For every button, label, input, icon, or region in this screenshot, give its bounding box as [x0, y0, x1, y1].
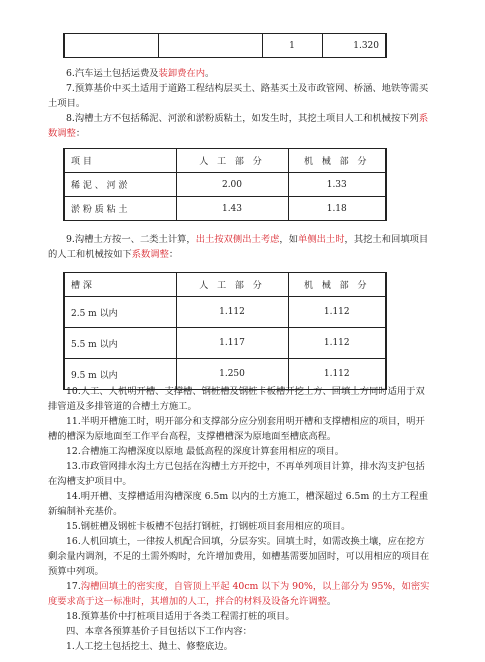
- table-row: [64, 34, 386, 58]
- adjustment-table-1: [63, 148, 387, 221]
- table-cell: 1.112: [288, 328, 386, 359]
- table-cell: 1.117: [176, 328, 288, 359]
- column-header: 人 工 部 分: [176, 149, 288, 173]
- table-cell: 淤 粉 质 粘 土: [64, 197, 176, 221]
- table-row: [64, 197, 386, 221]
- adjustment-table-2: [63, 272, 387, 390]
- table-row: [64, 173, 386, 197]
- table-header-row: [64, 273, 386, 297]
- table-cell: [64, 34, 158, 58]
- table-cell: 1.320: [322, 34, 386, 58]
- table-cell: 9.5 m 以内: [64, 359, 176, 390]
- table-cell: 1.43: [176, 197, 288, 221]
- table-cell: 1: [262, 34, 322, 58]
- table-cell: 1.250: [176, 359, 288, 390]
- table-cell: 5.5 m 以内: [64, 328, 176, 359]
- column-header: 槽 深: [64, 273, 176, 297]
- table-cell: 1.33: [288, 173, 386, 197]
- paragraph-17: 17.沟槽回填土的密实度，自管顶上平起 40cm 以下为 90%，以上部分为 95%，如密实度要求高于这一标准时，其增加的人工，拌合的材料及设备允许调整。: [48, 581, 430, 607]
- paragraph-8: 8.沟槽土方不包括稀泥、河淤和淤粉质粘土，如发生时，其挖土项目人工和机械按下列系数调整：: [48, 113, 429, 139]
- paragraph-12: 12.合槽施工沟槽深度以原地 最低高程的深度计算套用相应的项目。: [66, 446, 345, 457]
- column-header: 机 械 部 分: [288, 149, 386, 173]
- paragraph-18: 18.预算基价中打桩项目适用于各类工程需打桩的项目。: [66, 611, 295, 622]
- paragraph-11: 11.半明开槽施工时，明开部分和支撑部分应分别套用明开槽和支撑槽相应的项目，明开槽的槽深为原地面至工作平台高程，支撑槽槽深为原地面至槽底高程。: [48, 416, 425, 442]
- paragraph-6: 6.汽车运土包括运费及装卸费在内。: [66, 68, 215, 79]
- table-header-row: [64, 149, 386, 173]
- paragraph-10: 10.人工、人机明开槽、支撑槽、钢桩槽及钢桩卡板槽开挖土方、回填土方同时适用于双排管道及多排管道的合槽土方施工。: [48, 386, 425, 412]
- paragraph-7: 7.预算基价中买土适用于道路工程结构层买土、路基买土及市政管网、桥涵、地铁等需买土项目。: [48, 83, 429, 109]
- table-row: [64, 297, 386, 328]
- paragraph-15: 15.钢桩槽及钢桩卡板槽不包括打钢桩，打钢桩项目套用相应的项目。: [66, 521, 351, 532]
- paragraph-16: 16.人机回填土，一律按人机配合回填，分层夯实。回填土时，如需改换土壤，应在挖方剩余量内调剂，不足的土需外购时，允许增加费用，如槽基需要加固时，可以用相应的项目在预算中列项。: [48, 536, 430, 577]
- table-cell: 1.112: [176, 297, 288, 328]
- paragraph-9: 9.沟槽土方按一、二类土计算，出土按双侧出土考虑，如单侧出土时，其挖土和回填项目的人工和机械按如下系数调整：: [48, 234, 429, 260]
- table-cell: 1.112: [288, 297, 386, 328]
- table-cell: 稀 泥 、 河 淤: [64, 173, 176, 197]
- work-item-1: 1.人工挖土包括挖土、抛土、修整底边。: [66, 641, 233, 652]
- table-cell: 2.5 m 以内: [64, 297, 176, 328]
- table-cell: 1.18: [288, 197, 386, 221]
- table-cell: 1.112: [288, 359, 386, 390]
- column-header: 项 目: [64, 149, 176, 173]
- paragraph-13: 13.市政管网排水沟土方已包括在沟槽土方开挖中，不再单列项目计算，排水沟支护包括在沟槽支护项目中。: [48, 461, 425, 487]
- table-row: [64, 328, 386, 359]
- column-header: 机 械 部 分: [288, 273, 386, 297]
- table-cell: [158, 34, 262, 58]
- top-table: [63, 33, 387, 58]
- paragraph-14: 14.明开槽、支撑槽适用沟槽深度 6.5m 以内的土方施工，槽深超过 6.5m 的土方工程重新编制补充基价。: [48, 491, 429, 517]
- section-heading: 四、本章各预算基价子目包括以下工作内容：: [66, 626, 252, 637]
- column-header: 人 工 部 分: [176, 273, 288, 297]
- table-cell: 2.00: [176, 173, 288, 197]
